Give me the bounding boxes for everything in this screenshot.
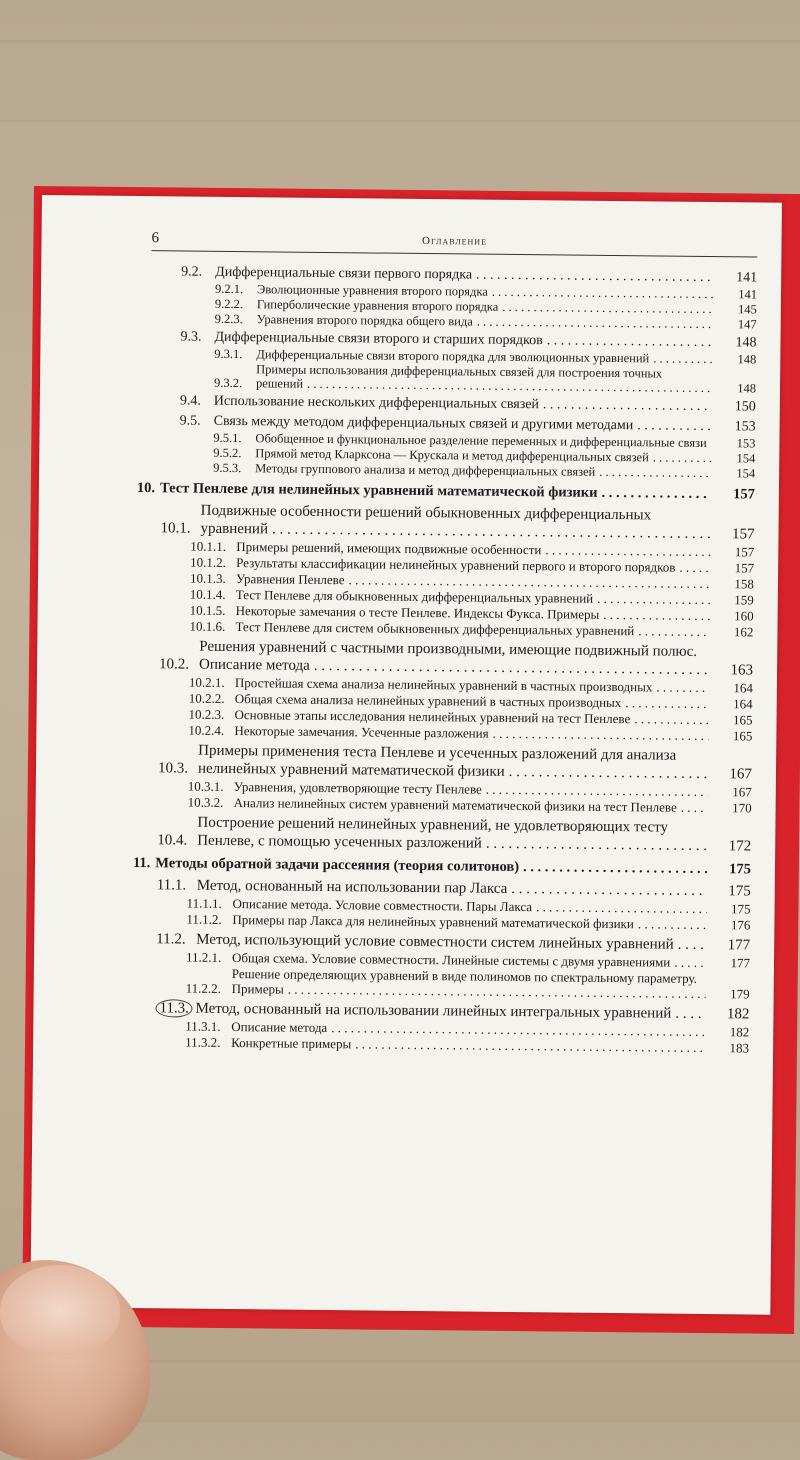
toc-entry-page: 141 [736,270,758,286]
toc-entry-title: Использование нескольких дифференциальных связей . . . [214,394,712,415]
toc-entry-number: 9.3. [180,329,202,345]
toc-entry-number: 10.4. [157,832,188,849]
toc-entry-number: 11.2.2. [185,980,222,996]
toc-entry-page: 154 [736,451,756,466]
toc-entry-page: 141 [738,287,758,302]
page-number: 6 [151,230,160,247]
toc-entry-number: 9.4. [179,393,201,409]
toc-entry-page: 158 [734,576,755,592]
toc-entry-title: Обобщенное и функциональное разделение переменных и дифференциальные связи . . . [255,431,711,450]
handwritten-circle: 11.3. [155,999,193,1017]
toc-entry-title: Общая схема анализа нелинейных уравнений в частных производных . . . [235,691,709,711]
page-title: Оглавление [421,234,488,248]
toc-entry-page: 182 [729,1024,750,1040]
toc-entry-page: 179 [730,986,750,1002]
toc-entry [80,360,756,395]
book-page [30,195,782,1315]
toc-entry-page: 167 [732,784,752,800]
toc-entry-number: 9.2.2. [214,296,244,312]
toc-entry-page: 147 [737,317,757,332]
toc-entry-number: 10.2.4. [188,722,225,738]
toc-entry-page: 157 [734,560,755,576]
toc-entry [79,479,755,503]
toc-entry-page: 165 [732,712,753,728]
toc-entry-title: Прямой метод Кларксона — Крускала и метод дифференциальных связей . . . [255,446,711,465]
toc-entry-page: 162 [733,624,754,640]
toc-entry [75,854,751,878]
toc-entry-page: 145 [738,302,757,317]
toc-entry-title: Связь между методом дифференциальных связей и другими методами . . . [214,414,712,435]
toc-entry-number: 9.5.3. [213,460,242,476]
toc-entry-title: Уравнения второго порядка общего вида . . . [257,312,713,331]
toc-entry-title: Описание метода. Условие совместности. Пары Лакса . . . [233,896,707,916]
toc-entry [75,812,751,855]
toc-entry-title: Примеры использования дифференциальных связей для построения точных решений . . . [256,362,712,395]
toc-entry-number: 10.1.5. [189,602,226,618]
toc-entry-number: 11.1.1. [186,895,222,911]
toc-entry-number: 11.3.1. [185,1018,221,1034]
toc-entry-page: 154 [736,466,756,481]
toc-entry-number: 9.3.2. [213,375,243,391]
toc-entry-number: 10.2.2. [188,690,225,706]
toc-entry-page: 175 [730,901,751,917]
toc-entry-title: Решение определяющих уравнений в виде полиномов по спектральному параметру. Примеры . . . [232,966,706,1001]
toc-entry-number: 10.1.1. [190,538,227,554]
toc-entry-title: Простейшая схема анализа нелинейных уравнений в частных производных . . . [235,675,709,695]
toc-entry-number: 9.2.3. [214,311,243,327]
toc-entry-number: 9.2. [181,264,203,280]
toc-entry-title: Методы обратной задачи рассеяния (теория солитонов) . . . [155,855,707,878]
toc-entry-page: 164 [733,680,753,696]
toc-entry-page: 159 [734,592,754,608]
toc-entry-title: Основные этапы исследования нелинейных уравнений на тест Пенлеве . . . [234,707,708,727]
toc-entry-title: Общая схема. Условие совместности. Линейные системы с двумя уравнениями . . . [232,950,706,970]
toc-entry-title: Метод, основанный на использовании линейных интегральных уравнений . . . [195,1000,705,1023]
toc-entry-title: Решения уравнений с частными производными, имеющие подвижный полюс. Описание метода . . . [199,638,709,679]
toc-entry-page: 176 [730,917,751,933]
toc-entry-number: 11.1.2. [186,911,222,927]
toc-entry-page: 167 [729,766,753,783]
toc-entry-title: Анализ нелинейных систем уравнений математической физики на тест Пенлеве . . . [234,795,708,815]
toc-entry [76,740,752,783]
toc-entry-page: 170 [732,800,752,816]
toc-entry-page: 172 [728,838,752,855]
toc-entry-page: 153 [736,436,756,451]
toc-entry-page: 150 [734,399,756,415]
toc-entry-title: Методы группового анализа и метод дифференциальных связей . . . [255,461,711,480]
toc-entry-number: 9.3.1. [214,346,243,362]
toc-entry-title: Метод, основанный на использовании пар Лакса . . . [197,877,707,900]
toc-entry-page: 164 [733,696,753,712]
toc-entry-title: Дифференциальные связи второго и старших порядков . . . [214,330,712,351]
toc-entry-title: Некоторые замечания о тесте Пенлеве. Индексы Фукса. Примеры . . . [236,603,710,623]
toc-entry-page: 175 [729,861,752,878]
toc-entry-title: Примеры применения теста Пенлеве и усеченных разложений для анализа нелинейных уравнений математической физики . . . [198,742,708,783]
toc-entry-number: 10.1. [160,520,191,537]
toc-entry-page: 157 [733,486,755,503]
toc-entry-title: Тест Пенлеве для систем обыкновенных дифференциальных уравнений . . . [235,619,709,639]
toc-entry-title: Результаты классификации нелинейных уравнений первого и второго порядков . . . [236,555,710,575]
toc-entry-number: 10.3. [157,760,189,777]
toc-entry-title: Метод, использующий условие совместности систем линейных уравнений . . . [196,931,706,954]
toc-entry-title: Примеры решений, имеющих подвижные особенности . . . [236,539,710,559]
toc-entry-page: 157 [734,544,755,560]
toc-entry-title: Гиперболические уравнения второго порядка . . . [257,297,713,316]
toc-entry [78,500,754,543]
toc-entry-page: 177 [730,955,751,971]
toc-entry-title: Конкретные примеры . . . [231,1035,705,1055]
toc-entry-page: 165 [732,728,753,744]
toc-entry-number: 10. [136,480,156,497]
toc-entry-title: Дифференциальные связи второго порядка для эволюционных уравнений . . . [256,347,712,366]
toc-entry-title: Эволюционные уравнения второго порядка . . . [257,282,713,301]
toc-entry-number: 11.1. [156,877,187,894]
toc-entry-number: 10.2.3. [188,706,225,722]
toc-entry-title: Дифференциальные связи первого порядка . . . [215,265,713,286]
toc-entry [80,392,756,415]
toc-entry-number: 10.1.3. [189,570,226,586]
thumb-nail [0,1265,120,1355]
toc-entry-number: 10.3.2. [187,794,224,810]
toc-entry-page: 177 [727,937,751,954]
toc-entry-title: Тест Пенлеве для нелинейных уравнений математической физики . . . [160,480,711,503]
toc-entry-number: 10.3.1. [187,778,224,794]
toc-entry-number: 11.2. [156,931,186,948]
toc-entry-number: 11.3.2. [185,1034,221,1050]
toc-entry-title: Построение решений нелинейных уравнений, не удовлетворяющих тесту Пенлеве, с помощью усеченных разложений . . . [197,814,707,855]
toc-entry-title: Примеры пар Лакса для нелинейных уравнений математической физики . . . [232,912,706,932]
toc-entry-number: 11. [132,854,151,872]
toc-entry-number [155,999,195,1017]
toc-entry-page: 148 [737,381,757,396]
page-header [151,230,757,257]
toc-entry-title: Подвижные особенности решений обыкновенных дифференциальных уравнений . . . [200,502,710,543]
table-of-contents [73,259,757,1055]
toc-entry-title: Описание метода . . . [231,1019,705,1039]
toc-entry-number: 10.2.1. [188,674,225,690]
toc-entry-number: 10.1.6. [189,618,226,634]
toc-entry-number: 10.2. [159,656,190,673]
toc-entry-title: Уравнения Пенлеве . . . [236,571,710,591]
toc-entry-page: 183 [729,1040,750,1056]
toc-entry-number: 10.1.4. [189,586,226,602]
toc-entry-number: 10.1.2. [190,554,226,570]
toc-entry-page: 157 [731,526,755,543]
toc-entry-number: 9.5.1. [213,430,242,446]
toc-entry [77,636,753,679]
toc-entry-title: Уравнения, удовлетворяющие тесту Пенлеве . . . [234,779,708,799]
toc-entry [74,964,750,1001]
toc-entry-title: Некоторые замечания. Усеченные разложения . . . [234,723,708,743]
toc-entry-page: 148 [735,335,757,351]
toc-entry-title: Тест Пенлеве для обыкновенных дифференциальных уравнений . . . [236,587,710,607]
toc-entry-page: 163 [730,662,754,679]
toc-entry-page: 160 [734,608,754,624]
toc-entry-number: 11.2.1. [185,949,222,965]
toc-entry-number: 9.2.1. [214,281,244,297]
toc-entry-number: 9.5.2. [213,445,242,461]
toc-entry-number: 9.5. [179,413,201,429]
toc-entry-page: 153 [734,419,756,435]
toc-entry-page: 182 [726,1006,750,1023]
toc-entry-page: 175 [728,883,751,900]
toc-entry-page: 148 [737,352,757,367]
